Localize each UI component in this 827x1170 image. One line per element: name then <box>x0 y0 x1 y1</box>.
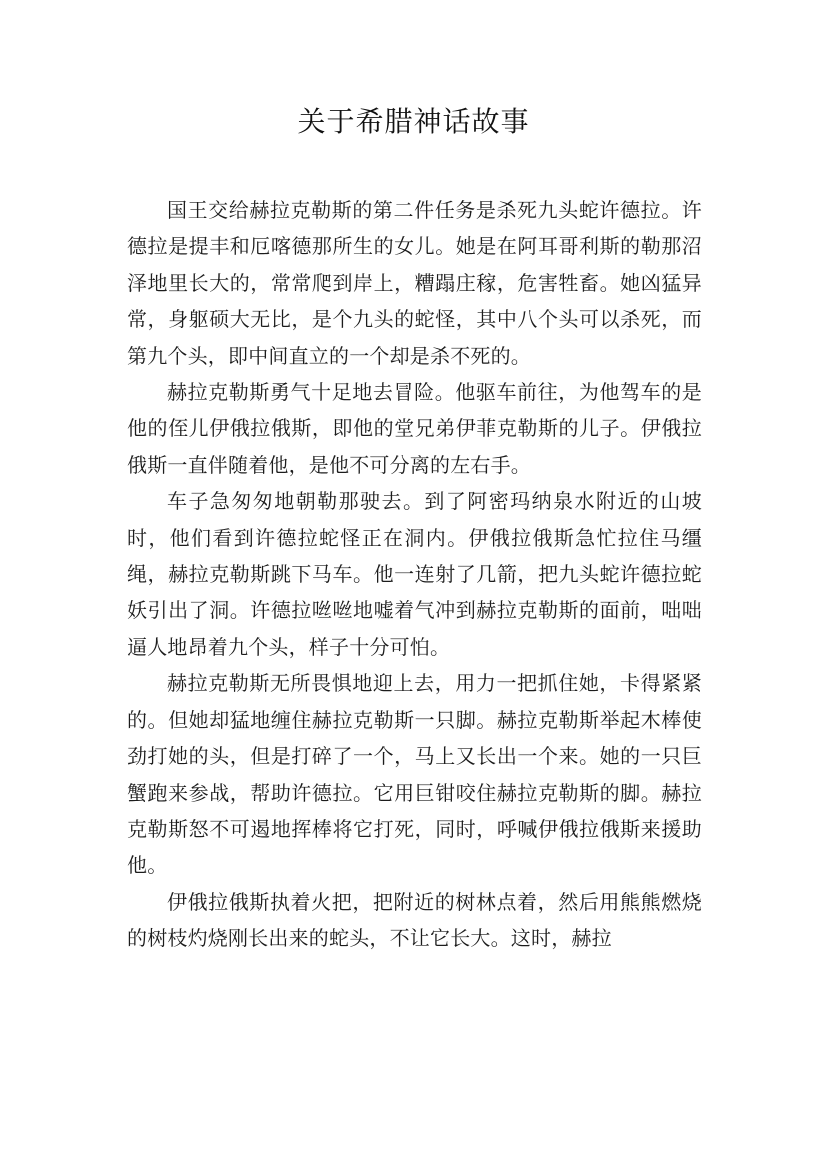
paragraph-3: 车子急匆匆地朝勒那驶去。到了阿密玛纳泉水附近的山坡时，他们看到许德拉蛇怪正在洞内。伊俄拉俄斯急忙拉住马缰绳，赫拉克勒斯跳下马车。他一连射了几箭，把九头蛇许德拉蛇妖引出了洞。许德拉咝咝地嘘着气冲到赫拉克勒斯的面前，咄咄逼人地昂着九个头，样子十分可怕。 <box>127 489 702 659</box>
paragraph-2: 赫拉克勒斯勇气十足地去冒险。他驱车前往，为他驾车的是他的侄儿伊俄拉俄斯，即他的堂兄弟伊菲克勒斯的儿子。伊俄拉俄斯一直伴随着他，是他不可分离的左右手。 <box>127 380 702 477</box>
paragraph-5: 伊俄拉俄斯执着火把，把附近的树林点着，然后用熊熊燃烧的树枝灼烧刚长出来的蛇头，不让它长大。这时，赫拉 <box>127 889 702 951</box>
paragraph-1: 国王交给赫拉克勒斯的第二件任务是杀死九头蛇许德拉。许德拉是提丰和厄喀德那所生的女儿。她是在阿耳哥利斯的勒那沼泽地里长大的，常常爬到岸上，糟蹋庄稼，危害牲畜。她凶猛异常，身躯硕大无比，是个九头的蛇怪，其中八个头可以杀死，而第九个头，即中间直立的一个却是杀不死的。 <box>127 198 702 368</box>
document-title: 关于希腊神话故事 <box>297 105 530 138</box>
paragraph-4: 赫拉克勒斯无所畏惧地迎上去，用力一把抓住她，卡得紧紧的。但她却猛地缠住赫拉克勒斯一只脚。赫拉克勒斯举起木棒使劲打她的头，但是打碎了一个，马上又长出一个来。她的一只巨蟹跑来参战，帮助许德拉。它用巨钳咬住赫拉克勒斯的脚。赫拉克勒斯怒不可遏地挥棒将它打死，同时，呼喊伊俄拉俄斯来援助他。 <box>127 671 702 878</box>
document-body <box>127 192 702 957</box>
